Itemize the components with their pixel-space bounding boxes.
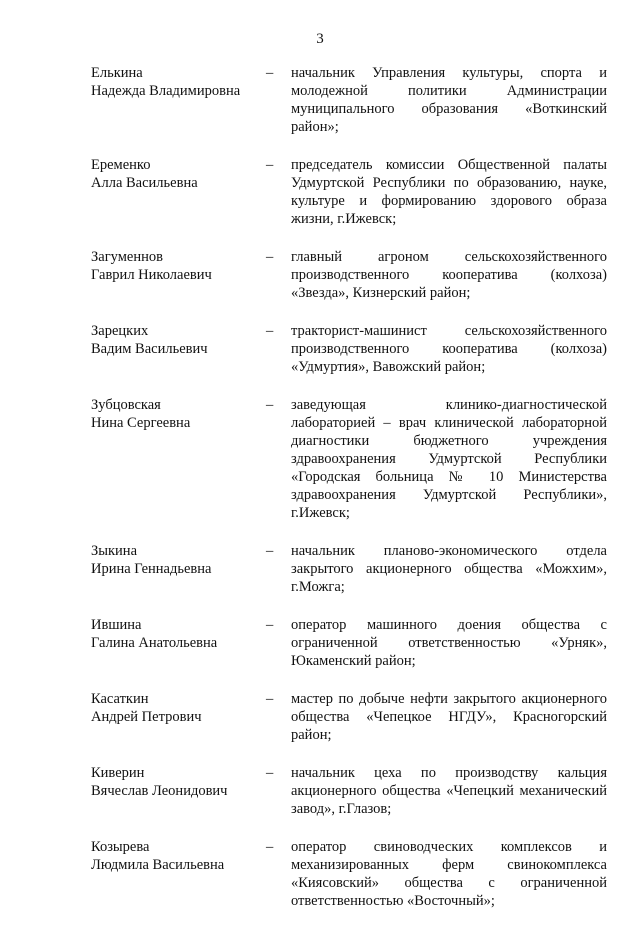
page-number: 3 (316, 31, 324, 47)
person-given-names: Алла Васильевна (91, 175, 198, 191)
list-entry (0, 396, 640, 522)
person-position: мастер по добыче нефти закрытого акционерного общества «Чепецкое НГДУ», Красногорский район; (291, 691, 607, 743)
separator-dash: – (266, 397, 274, 413)
person-name (91, 690, 261, 726)
list-entry (0, 64, 640, 136)
separator-dash: – (266, 323, 274, 339)
person-position: оператор свиноводческих комплексов и механизированных ферм свинокомплекса «Киясовский» общества с ограниченной ответственностью «Восточный»; (291, 839, 607, 909)
separator-dash: – (266, 65, 274, 81)
separator-dash: – (266, 543, 274, 559)
list-entry (0, 838, 640, 910)
person-position: начальник Управления культуры, спорта и молодежной политики Администрации муниципального образования «Воткинский район»; (291, 65, 607, 135)
person-given-names: Андрей Петрович (91, 709, 202, 725)
person-position: главный агроном сельскохозяйственного производственного кооператива (колхоза) «Звезда», Кизнерский район; (291, 249, 607, 301)
list-entry (0, 616, 640, 670)
person-surname: Загуменнов (91, 249, 163, 265)
award-list (0, 64, 640, 930)
person-position: оператор машинного доения общества с ограниченной ответственностью «Урняк», Юкаменский район; (291, 617, 607, 669)
list-entry (0, 322, 640, 376)
list-entry (0, 690, 640, 744)
person-given-names: Людмила Васильевна (91, 857, 225, 873)
separator-dash: – (266, 249, 274, 265)
person-name (91, 764, 261, 800)
person-surname: Зарецких (91, 323, 149, 339)
list-entry (0, 764, 640, 818)
person-position: заведующая клинико-диагностической лабораторией – врач клинической лабораторной диагностики бюджетного учреждения здравоохранения Удмуртской Республики «Городская больница № 10 Министерства здравоохранения Удмуртской Республики», г.Ижевск; (291, 397, 607, 521)
person-given-names: Гаврил Николаевич (91, 267, 212, 283)
person-surname: Касаткин (91, 691, 149, 707)
person-position: начальник цеха по производству кальция акционерного общества «Чепецкий механический завод», г.Глазов; (291, 765, 607, 817)
person-position: тракторист-машинист сельскохозяйственного производственного кооператива (колхоза) «Удмуртия», Вавожский район; (291, 323, 607, 375)
separator-dash: – (266, 617, 274, 633)
person-surname: Зыкина (91, 543, 138, 559)
person-name (91, 542, 261, 578)
person-position: председатель комиссии Общественной палаты Удмуртской Республики по образованию, науке, культуре и формированию здорового образа жизни, г.Ижевск; (291, 157, 607, 227)
person-name (91, 248, 261, 284)
person-surname: Елькина (91, 65, 143, 81)
list-entry (0, 248, 640, 302)
person-surname: Еременко (91, 157, 151, 173)
separator-dash: – (266, 691, 274, 707)
separator-dash: – (266, 765, 274, 781)
person-name (91, 616, 261, 652)
person-given-names: Вячеслав Леонидович (91, 783, 228, 799)
person-surname: Зубцовская (91, 397, 161, 413)
person-given-names: Вадим Васильевич (91, 341, 208, 357)
person-name (91, 396, 261, 432)
person-name (91, 156, 261, 192)
person-given-names: Надежда Владимировна (91, 83, 241, 99)
person-surname: Козырева (91, 839, 150, 855)
list-entry (0, 542, 640, 596)
person-name (91, 64, 261, 100)
person-given-names: Галина Анатольевна (91, 635, 218, 651)
person-given-names: Нина Сергеевна (91, 415, 191, 431)
separator-dash: – (266, 839, 274, 855)
list-entry (0, 156, 640, 228)
person-name (91, 838, 261, 874)
person-surname: Ившина (91, 617, 142, 633)
person-given-names: Ирина Геннадьевна (91, 561, 212, 577)
person-surname: Киверин (91, 765, 145, 781)
person-name (91, 322, 261, 358)
person-position: начальник планово-экономического отдела закрытого акционерного общества «Можхим», г.Можга; (291, 543, 607, 595)
separator-dash: – (266, 157, 274, 173)
